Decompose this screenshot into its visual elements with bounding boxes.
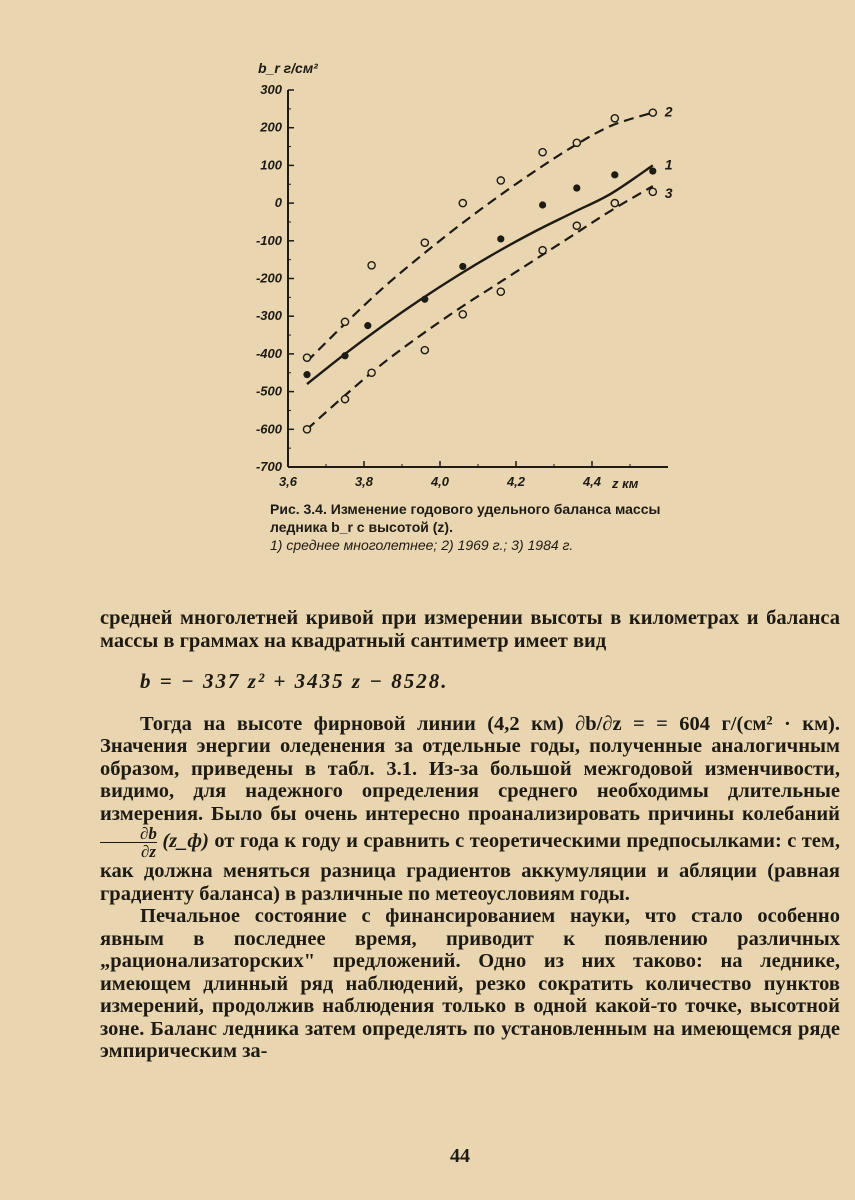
series-3-curve — [307, 186, 653, 429]
balance-formula: b = − 337 z² + 3435 z − 8528. — [140, 669, 449, 693]
series-2-point — [303, 354, 310, 361]
series-1-point — [341, 352, 348, 359]
series-2-point — [341, 318, 348, 325]
chart-curves — [307, 113, 653, 430]
series-1-point — [649, 167, 656, 174]
paragraph-1: средней многолетней кривой при измерении высоты в километрах и баланса массы в граммах на квадратный сантиметр имеет вид — [100, 607, 840, 652]
y-tick-label: 300 — [260, 82, 282, 97]
series-1-label: 1 — [664, 156, 673, 173]
y-tick-label: 0 — [274, 195, 282, 211]
caption-title: Рис. 3.4. Изменение годового удельного баланса массы ледника b_r с высотой (z). — [270, 501, 661, 535]
body-text — [100, 607, 840, 1063]
x-tick-label: 4,4 — [582, 474, 602, 489]
series-2-point — [649, 109, 656, 116]
caption-legend: 1) среднее многолетнее; 2) 1969 г.; 3) 1984 г. — [270, 537, 574, 553]
page-number: 44 — [450, 1145, 470, 1167]
series-2-curve — [307, 113, 653, 362]
fraction-numerator: ∂b — [100, 825, 157, 843]
series-3-point — [573, 222, 580, 229]
series-1-point — [497, 235, 504, 242]
series-1-point — [573, 184, 580, 191]
series-2-point — [539, 149, 546, 156]
y-tick-label: -100 — [255, 232, 282, 248]
paragraph-3: Печальное состояние с финансированием науки, что стало особенно явным в последнее время, приводит к появлению различных „рационализаторских" предложений. Одно из них таково: на леднике, имеющем длинный ряд наблюдений, резко сократить количество пунктов измерений, продолжив наблюдения только в одной какой-то точке, высотной зоне. Баланс ледника затем определять по установленным на имеющемся ряде эмпирическим за- — [100, 905, 840, 1062]
series-2-point — [497, 177, 504, 184]
fraction-argument: (z_ф) — [162, 830, 209, 853]
series-3-point — [539, 247, 546, 254]
y-tick-label: -500 — [255, 383, 282, 399]
x-tick-label: 4,2 — [506, 474, 526, 489]
series-1-point — [611, 171, 618, 178]
x-tick-label: 3,6 — [278, 474, 298, 489]
y-tick-label: -600 — [255, 421, 282, 437]
series-1-curve — [307, 165, 653, 384]
x-axis-label: z км — [612, 476, 639, 491]
series-3-point — [611, 200, 618, 207]
series-2-point — [611, 115, 618, 122]
y-tick-label: 200 — [260, 119, 282, 135]
series-1-point — [459, 263, 466, 270]
series-2-label: 2 — [664, 103, 673, 120]
y-tick-label: -400 — [255, 345, 282, 361]
y-tick-label: 100 — [260, 157, 282, 173]
series-2-point — [421, 239, 428, 246]
series-3-point — [497, 288, 504, 295]
series-3-point — [303, 426, 310, 433]
series-3-label: 3 — [664, 185, 673, 202]
y-tick-label: -700 — [255, 459, 282, 474]
y-tick-label: -300 — [255, 308, 282, 324]
derivative-fraction — [100, 825, 157, 860]
series-1-point — [539, 201, 546, 208]
paragraph-2-start: Тогда на высоте фирновой линии (4,2 км) ∂b/∂z = = 604 г/(см² · км). Значения энергии оледенения за отдельные годы, полученные аналогичным образом, приведены в табл. 3.1. Из-за большой межгодовой изменчивости, видимо, для надежного определения среднего необходимы длительные измерения. Было бы очень интересно проанализировать причины колебаний — [100, 712, 840, 825]
y-tick-label: -200 — [255, 270, 282, 286]
figure-caption — [270, 500, 690, 554]
series-3-point — [368, 369, 375, 376]
series-2-point — [573, 139, 580, 146]
y-axis-label: b_r г/см² — [258, 60, 318, 76]
series-1-point — [364, 322, 371, 329]
fraction-denominator: ∂z — [140, 842, 156, 861]
series-3-point — [649, 188, 656, 195]
balance-height-chart — [240, 55, 700, 495]
x-tick-label: 4,0 — [430, 474, 450, 489]
series-1-point — [421, 296, 428, 303]
series-2-point — [368, 262, 375, 269]
chart-axes — [256, 82, 668, 489]
series-2-point — [459, 200, 466, 207]
x-tick-label: 3,8 — [354, 474, 374, 489]
series-1-point — [303, 371, 310, 378]
series-3-point — [421, 347, 428, 354]
series-3-point — [341, 396, 348, 403]
series-3-point — [459, 311, 466, 318]
paragraph-2 — [100, 713, 840, 906]
paragraph-2-end: от года к году и сравнить с теоретическими предпосылками: с тем, как должна меняться разница градиентов аккумуляции и абляции (равная градиенту баланса) в различные по метеоусловиям годы. — [100, 830, 840, 905]
